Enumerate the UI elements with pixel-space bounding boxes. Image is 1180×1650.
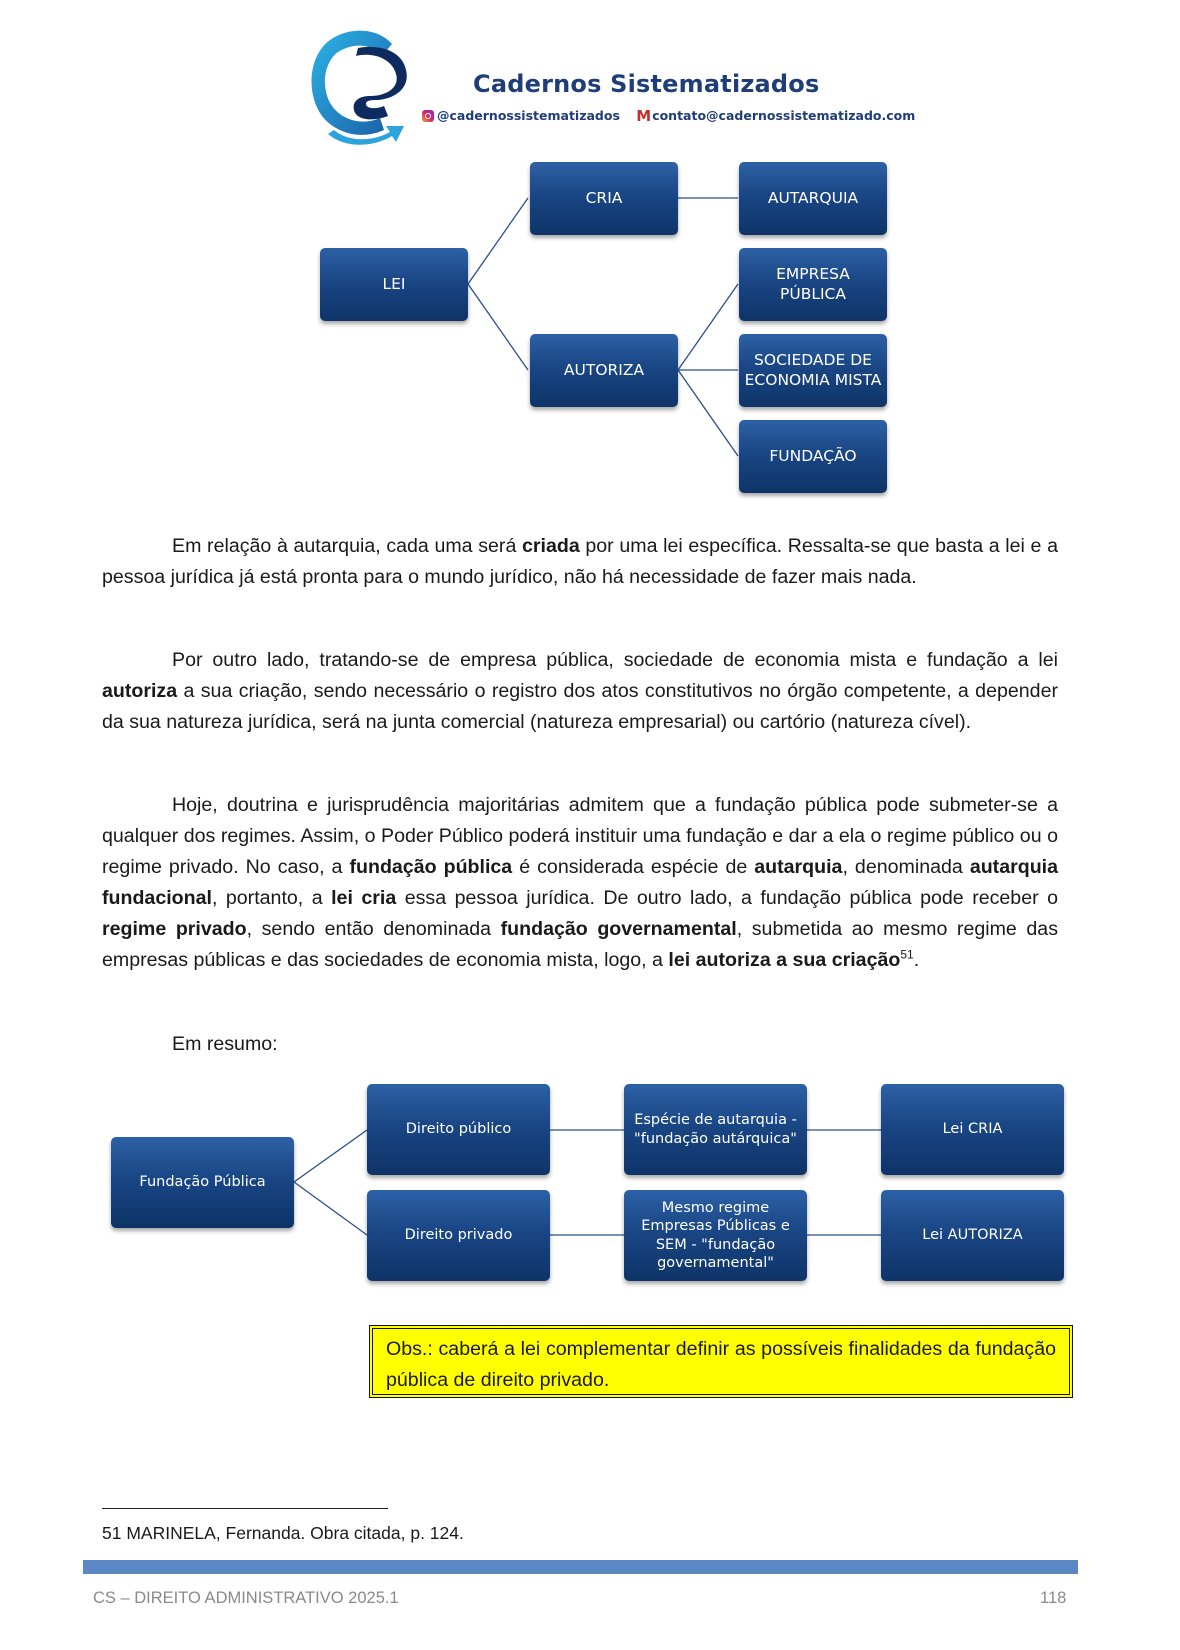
node-autarquia: AUTARQUIA [739,162,887,235]
observation-text: Obs.: caberá a lei complementar definir as possíveis finalidades da fundação pública de direito privado. [372,1328,1070,1395]
contact-email: contato@cadernossistematizado.com [652,108,916,123]
node-cria: CRIA [530,162,678,235]
node-sociedade-economia-mista: SOCIEDADE DE ECONOMIA MISTA [739,334,887,407]
footer-title: CS – DIREITO ADMINISTRATIVO 2025.1 [93,1589,399,1607]
node-mesmo-regime: Mesmo regime Empresas Públicas e SEM - "fundação governamental" [624,1190,807,1281]
node-fundacao-publica: Fundação Pública [111,1137,294,1228]
node-fundacao: FUNDAÇÃO [739,420,887,493]
page-number: 118 [1040,1589,1067,1607]
paragraph-autarquia: Em relação à autarquia, cada uma será criada por uma lei específica. Ressalta-se que basta a lei e a pessoa jurídica já está pronta para o mundo jurídico, não há necessidade de fazer mais nada. [102,535,1058,588]
paragraph-fundacao-publica: Hoje, doutrina e jurisprudência majoritárias admitem que a fundação pública pode submeter-se a qualquer dos regimes. Assim, o Poder Público poderá instituir uma fundação e dar a ela o regime público ou o regime privado. No caso, a fundação pública é considerada espécie de autarquia, denominada autarquia fundacional, portanto, a lei cria essa pessoa jurídica. De outro lado, a fundação pública pode receber o regime privado, sendo então denominada fundação governamental, submetida ao mesmo regime das empresas públicas e das sociedades de economia mista, logo, a lei autoriza a sua criação$^{51}$. [102,794,1059,971]
footnote-divider [102,1508,388,1509]
brand-title: Cadernos Sistematizados [473,70,820,98]
mail-icon: M [636,107,652,125]
paragraph-empresa-publica: Por outro lado, tratando-se de empresa pública, sociedade de economia mista e fundação a lei autoriza a sua criação, sendo necessário o registro dos atos constitutivos no órgão competente, a depender da sua natureza jurídica, será na junta comercial (natureza empresarial) ou cartório (natureza cível). [102,649,1058,733]
node-direito-privado: Direito privado [367,1190,550,1281]
node-lei-autoriza: Lei AUTORIZA [881,1190,1064,1281]
node-lei: LEI [320,248,468,321]
node-direito-publico: Direito público [367,1084,550,1175]
node-empresa-publica: EMPRESA PÚBLICA [739,248,887,321]
node-lei-cria: Lei CRIA [881,1084,1064,1175]
node-autoriza: AUTORIZA [530,334,678,407]
instagram-handle: @cadernossistematizados [437,108,620,123]
node-especie-autarquia: Espécie de autarquia - "fundação autárquica" [624,1084,807,1175]
paragraph-em-resumo: Em resumo: [172,1033,278,1055]
footer-bar [83,1560,1078,1574]
footnote-text: 51 MARINELA, Fernanda. Obra citada, p. 124. [102,1523,464,1543]
footnote-ref[interactable]: 51 [900,947,914,962]
observation-box [369,1325,1073,1398]
